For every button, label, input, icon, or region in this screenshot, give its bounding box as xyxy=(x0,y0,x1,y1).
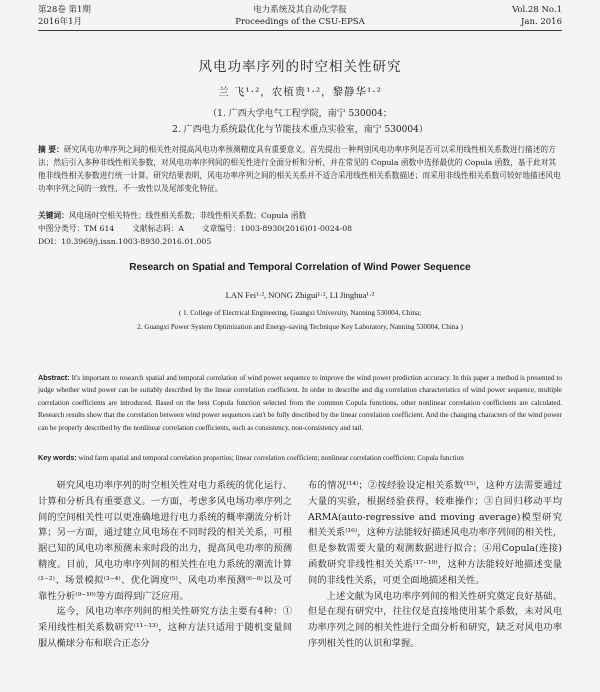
body-column-right xyxy=(308,478,562,652)
date-cn: 2016年1月 xyxy=(38,17,83,27)
abstract-en xyxy=(38,372,562,434)
volume-issue-cn: 第28卷 第1期 xyxy=(38,5,91,15)
abstract-cn-label: 摘 要： xyxy=(38,145,64,154)
abstract-en-label: Abstract: xyxy=(38,373,70,382)
paper-title-cn: 风电功率序列的时空相关性研究 xyxy=(198,59,402,75)
classification-line xyxy=(38,223,370,235)
abstract-cn xyxy=(38,143,562,195)
keywords-en-text: wind farm spatial and temporal correlation properties; linear correlation coefficient; nonlinear correlation coefficient; Copula function xyxy=(78,454,464,462)
body-paragraph: 上述文献为风电功率序列间的相关性研究奠定良好基础。但是在现有研究中，往往仅是直接地使用某个系数，未对风电功率序列之间的相关性进行全面分析和研究，缺乏对风电功率序列相关性的认识和掌握。 xyxy=(308,590,562,649)
doi: DOI：10.3969/j.issn.1003-8930.2016.01.005 xyxy=(38,237,212,246)
abstract-cn-text: 研究风电功率序列之间的相关性对提高风电功率预测精度具有重要意义。首先提出一种判别风电功率序列是否可以采用线性相关系数进行描述的方法；然后引入多种非线性相关参数，对风电功率序列间的相关性进行全面分析和分析，并在常见的 Copula 函数中选择最优的 Copula 函数，基于此对其他非线性相关参数进行统一计算。研究结果表明，风电功率序列之间的相关关系并不适合采用线性相关系数描述；而采用非线性相关系数可较好地描述风电功率序列之间的一致性、不一致性以及尾部变化特征。 xyxy=(38,145,561,193)
clc-number: 中图分类号：TM 614 xyxy=(38,224,115,233)
abstract-en-text: It's important to research spatial and temporal correlation of wind power sequence to improve the wind power prediction accuracy. In this paper a method is presented to judge whether wind power can be suitably described by the linear correlation coefficient. In order to describe and dig correlation characteristics of wind power sequence, multiple correlation coefficients are introduced. Based on the best Copula function selected from the common Copula functions, other nonlinear correlation coefficients are calculated. Research results show that the correlation between wind power sequences can't be fully described by the linear correlation coefficient. And the changing characters of the wind power can be properly described by the nonlinear correlation coefficients, such as consistency, non-consistency and tail. xyxy=(38,374,562,432)
paper-title-en: Research on Spatial and Temporal Correlation of Wind Power Sequence xyxy=(129,262,471,273)
body-paragraph: 研究风电功率序列的时空相关性对电力系统的优化运行、计算和分析具有重要意义。一方面，考虑多风电场功率序列之间的空间相关性可以更准确地进行电力系统的概率潮流分析计算；另一方面，通过建立风电场在不同时段的相关关系，可根据已知的风电功率预测未来时段的出力，提高风电功率的预测精度。目前，风电功率序列间的相关性在电力系统的潮流计算⁽¹⁻²⁾、场景模拟⁽³⁻⁴⁾、优化调度⁽⁵⁾、风电功率预测⁽⁶⁻⁸⁾以及可靠性分析⁽⁹⁻¹⁰⁾等方面得到广泛应用。 xyxy=(38,480,292,602)
affiliation-cn-2: 2. 广西电力系统最优化与节能技术重点实验室，南宁 530004） xyxy=(172,125,428,135)
authors-cn: 兰 飞¹·²，农植贵¹·²，黎静华¹·² xyxy=(218,86,382,98)
keywords-cn-text: 风电场时空相关特性；线性相关系数；非线性相关系数；Copula 函数 xyxy=(68,211,307,220)
keywords-en xyxy=(38,452,562,464)
keywords-cn xyxy=(38,209,562,222)
keywords-en-label: Key words: xyxy=(38,453,77,462)
journal-name-en: Proceedings of the CSU-EPSA xyxy=(235,17,365,27)
header-divider xyxy=(38,30,562,31)
authors-en: LAN Fei¹·², NONG Zhigui¹·², LI Jinghua¹·² xyxy=(225,290,375,300)
body-paragraph: 迄今，风电功率序列间的相关性研究方法主要有4种：①采用线性相关系数研究⁽¹¹⁻¹³⁾，这种方法只适用于随机变量间服从椭球分布和联合正态分 xyxy=(38,606,292,649)
article-number: 文章编号：1003-8930(2016)01-0024-08 xyxy=(201,224,352,233)
document-code: 文献标志码：A xyxy=(132,224,184,233)
affiliation-en-1: ( 1. College of Electrical Engineering, Guangxi University, Nanning 530004, China; xyxy=(178,309,422,317)
journal-name-cn: 电力系统及其自动化学报 xyxy=(253,5,347,15)
running-header xyxy=(38,4,562,30)
body-paragraph: 布的情况⁽¹⁴⁾；②按经验设定相关系数⁽¹⁵⁾，这种方法需要通过大量的实验，根据经验获得，较难操作；③自回归移动平均ARMA(auto-regressive and moving average)模型研究相关关系⁽¹⁶⁾，这种方法能较好描述风电功率序列间的相关性，但是参数需要大量的观测数据进行拟合；④用Copula(连接)函数研究非线性相关关系⁽¹⁷⁻¹⁹⁾，这种方法能较好地描述变量间的非线性关系，可更全面地描述相关性。 xyxy=(308,480,562,586)
header-center xyxy=(38,4,562,28)
volume-issue-en: Vol.28 No.1 xyxy=(512,5,562,15)
affiliation-en-2: 2. Guangxi Power System Optimization and Energy-saving Technique Key Laboratory, Nanning 530004, China ) xyxy=(137,323,463,331)
affiliation-cn-1: （1. 广西大学电气工程学院，南宁 530004； xyxy=(208,109,392,119)
date-en: Jan. 2016 xyxy=(521,17,562,27)
header-right xyxy=(512,4,562,28)
keywords-cn-label: 关键词： xyxy=(38,211,69,220)
body-column-left xyxy=(38,478,292,652)
